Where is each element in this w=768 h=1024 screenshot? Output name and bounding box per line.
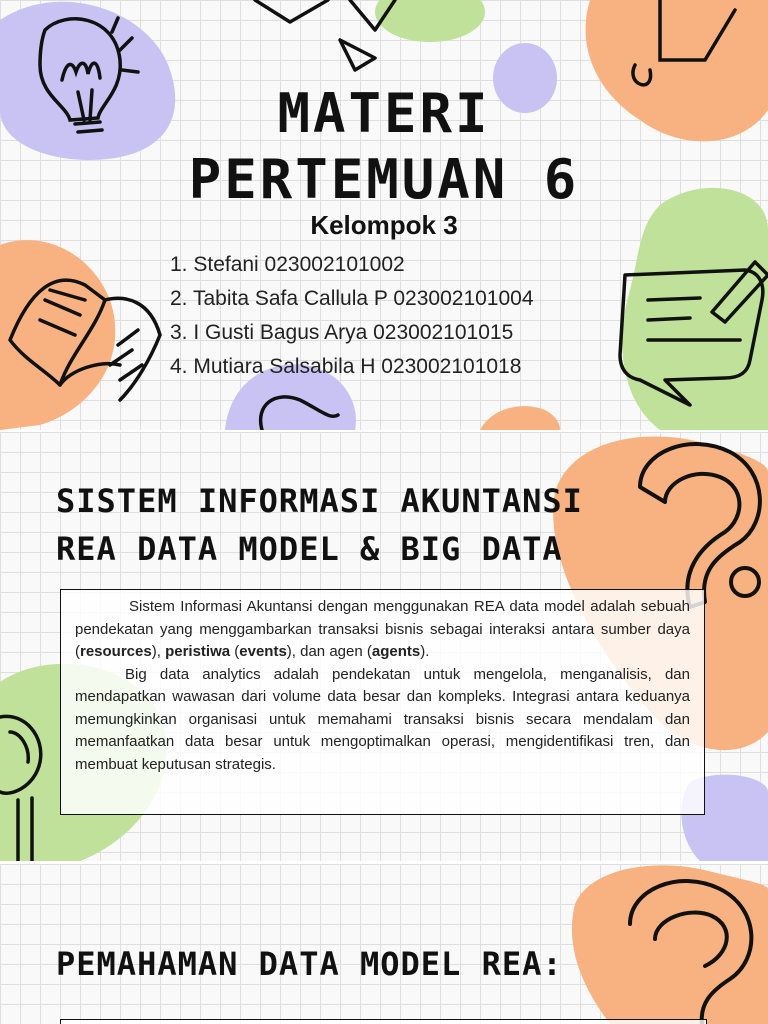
section-title-line-1: SISTEM INFORMASI AKUNTANSI	[56, 482, 583, 520]
star-icon	[255, 0, 395, 70]
group-name: Kelompok 3	[310, 210, 458, 240]
paragraph-big-data: Big data analytics adalah pendekatan untuk mengelola, menganalisis, dan mendapatkan wawasan dari volume data besar dan kompleks. Integrasi antara keduanya memungkinkan organisasi untuk memahami transaksi bisnis secara mendalam dan memanfaatkan data besar untuk mengoptimalkan operasi, mengidentifikasi tren, dan membuat keputusan strategis.	[75, 665, 690, 773]
section-title: PEMAHAMAN DATA MODEL REA:	[56, 945, 563, 983]
orange-blob-left	[0, 240, 115, 430]
slide-title	[0, 0, 768, 430]
member-item: 3. I Gusti Bagus Arya 023002101015	[170, 321, 514, 344]
member-list	[170, 248, 534, 384]
slide-rea-understanding	[0, 864, 768, 1024]
title-line-1: MATERI	[277, 82, 491, 145]
title-line-2: PERTEMUAN 6	[188, 148, 580, 211]
member-item: 4. Mutiara Salsabila H 023002101018	[170, 355, 522, 378]
content-box	[60, 589, 705, 815]
content-box	[60, 1019, 707, 1024]
member-item: 1. Stefani 023002101002	[170, 253, 405, 276]
slide-overview	[0, 432, 768, 861]
section-title-line-2: REA DATA MODEL & BIG DATA	[56, 530, 563, 568]
member-item: 2. Tabita Safa Callula P 023002101004	[170, 287, 534, 310]
paragraph-rea: Sistem Informasi Akuntansi dengan menggunakan REA data model adalah sebuah pendekatan yang menggambarkan transaksi bisnis sebagai interaksi antara sumber daya (resources), peristiwa (events), dan agen (agents).	[75, 598, 690, 660]
orange-blob-right	[572, 865, 768, 1024]
orange-blob-bottomright	[480, 406, 560, 430]
